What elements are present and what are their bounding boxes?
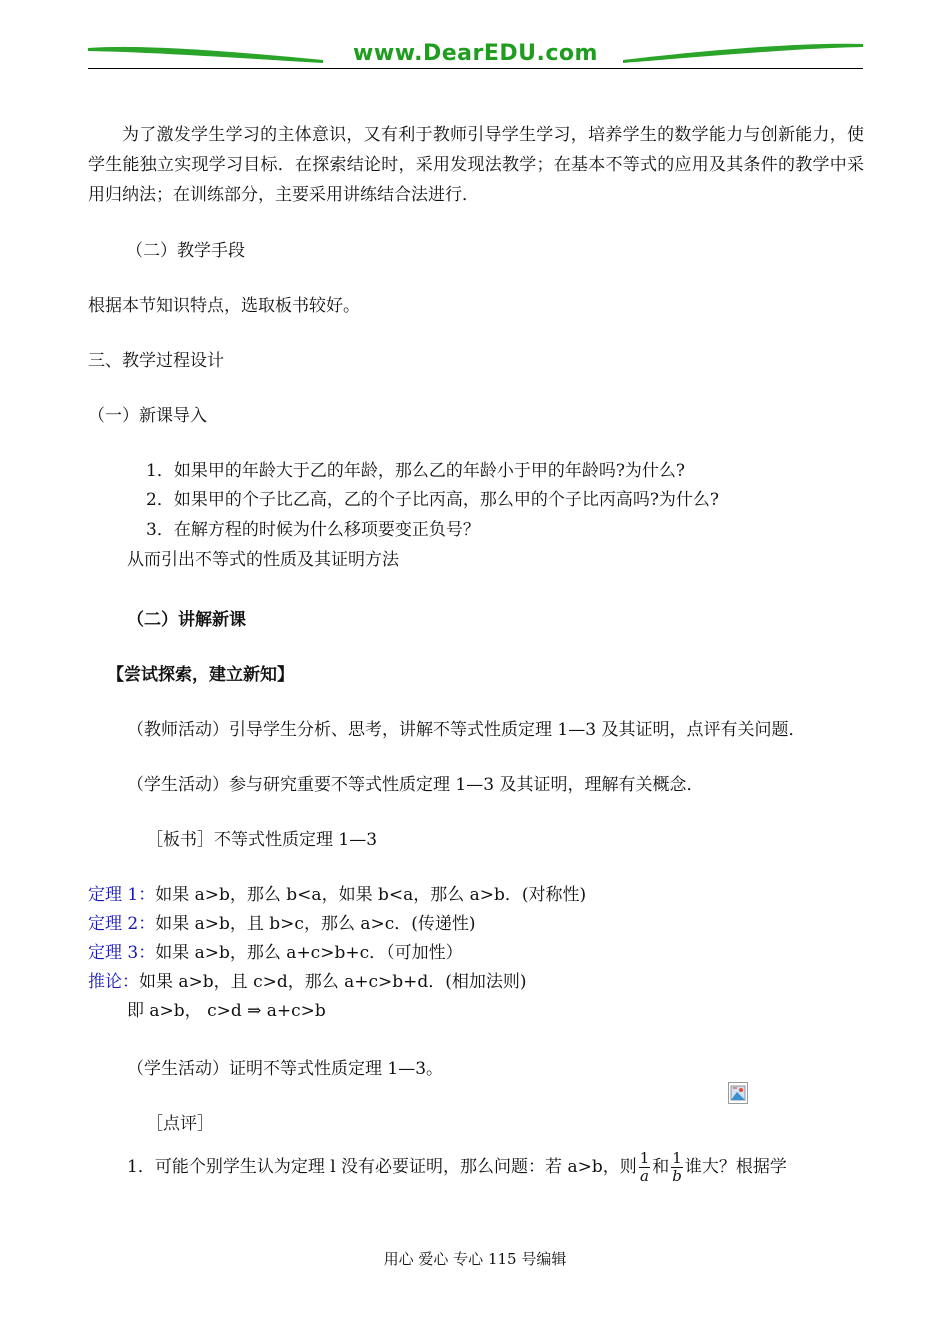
fraction-one-over-b: $\frac{1}{b}$ <box>672 1149 682 1185</box>
comment-1-prefix: 1．可能个别学生认为定理 l 没有必要证明，那么问题：若 a>b，则 <box>127 1157 637 1177</box>
section-heading-teaching-means: （二）教学手段 <box>126 241 245 261</box>
broken-image-icon <box>728 1082 748 1104</box>
comment-heading: ［点评］ <box>146 1114 214 1134</box>
question-item-3: 3．在解方程的时候为什么移项要变正负号？ <box>146 520 480 540</box>
teaching-means-text: 根据本节知识特点，选取板书较好。 <box>88 296 360 316</box>
theorem-3-text: 如果 a>b，那么 a+c>b+c．（可加性） <box>155 943 463 963</box>
fraction-one-over-a: $\frac{1}{a}$ <box>639 1149 650 1185</box>
intro-paragraph: 为了激发学生学习的主体意识，又有利于教师引导学生学习，培养学生的数学能力与创新能力，使学生能独立实现学习目标．在探索结论时，采用发现法教学；在基本不等式的应用及其条件的教学中采用归纳法；在训练部分，主要采用讲练结合法进行． <box>88 125 864 205</box>
theorem-3 <box>88 943 463 963</box>
theorem-2 <box>88 914 476 934</box>
subsection-heading-intro: （一）新课导入 <box>88 406 207 426</box>
comment-item-1 <box>127 1148 787 1186</box>
question-item-2: 2．如果甲的个子比乙高，乙的个子比丙高，那么甲的个子比丙高吗?为什么? <box>146 490 720 510</box>
theorem-2-label: 定理 2： <box>88 914 156 934</box>
header-rule <box>88 68 863 69</box>
comment-1-suffix: 谁大？根据学 <box>684 1157 787 1177</box>
try-explore-heading: 【尝试探索，建立新知】 <box>107 665 294 685</box>
corollary-text: 如果 a>b，且 c>d，那么 a+c>b+d．(相加法则) <box>139 972 527 992</box>
student-activity-text: （学生活动）参与研究重要不等式性质定理 1—3 及其证明，理解有关概念． <box>127 775 704 795</box>
corollary <box>88 972 527 992</box>
student-activity-proof: （学生活动）证明不等式性质定理 1—3。 <box>127 1059 444 1079</box>
theorem-3-label: 定理 3： <box>88 943 156 963</box>
page-footer: 用心 爱心 专心 115 号编辑 <box>383 1250 567 1268</box>
comment-1-and: 和 <box>652 1157 670 1177</box>
site-header-banner <box>88 38 863 72</box>
teacher-activity-text: （教师活动）引导学生分析、思考，讲解不等式性质定理 1—3 及其证明，点评有关问题． <box>127 720 806 740</box>
theorem-1-label: 定理 1： <box>88 885 156 905</box>
board-writing-heading: ［板书］不等式性质定理 1—3 <box>146 830 378 850</box>
theorem-1 <box>88 885 586 905</box>
site-logo-text: www.DearEDU.com <box>353 41 598 66</box>
lead-out-text: 从而引出不等式的性质及其证明方法 <box>127 550 399 570</box>
question-item-1: 1．如果甲的年龄大于乙的年龄，那么乙的年龄小于甲的年龄吗?为什么? <box>146 461 686 481</box>
corollary-restated: 即 a>b， c>d ⇒ a+c>b <box>127 1001 326 1021</box>
subsection-heading-new-lesson: （二）讲解新课 <box>127 610 246 630</box>
corollary-label: 推论： <box>88 972 139 992</box>
theorem-2-text: 如果 a>b，且 b>c，那么 a>c．(传递性) <box>155 914 476 934</box>
theorem-1-text: 如果 a>b，那么 b<a，如果 b<a，那么 a>b．(对称性) <box>155 885 587 905</box>
part-three-heading: 三、教学过程设计 <box>88 351 224 371</box>
